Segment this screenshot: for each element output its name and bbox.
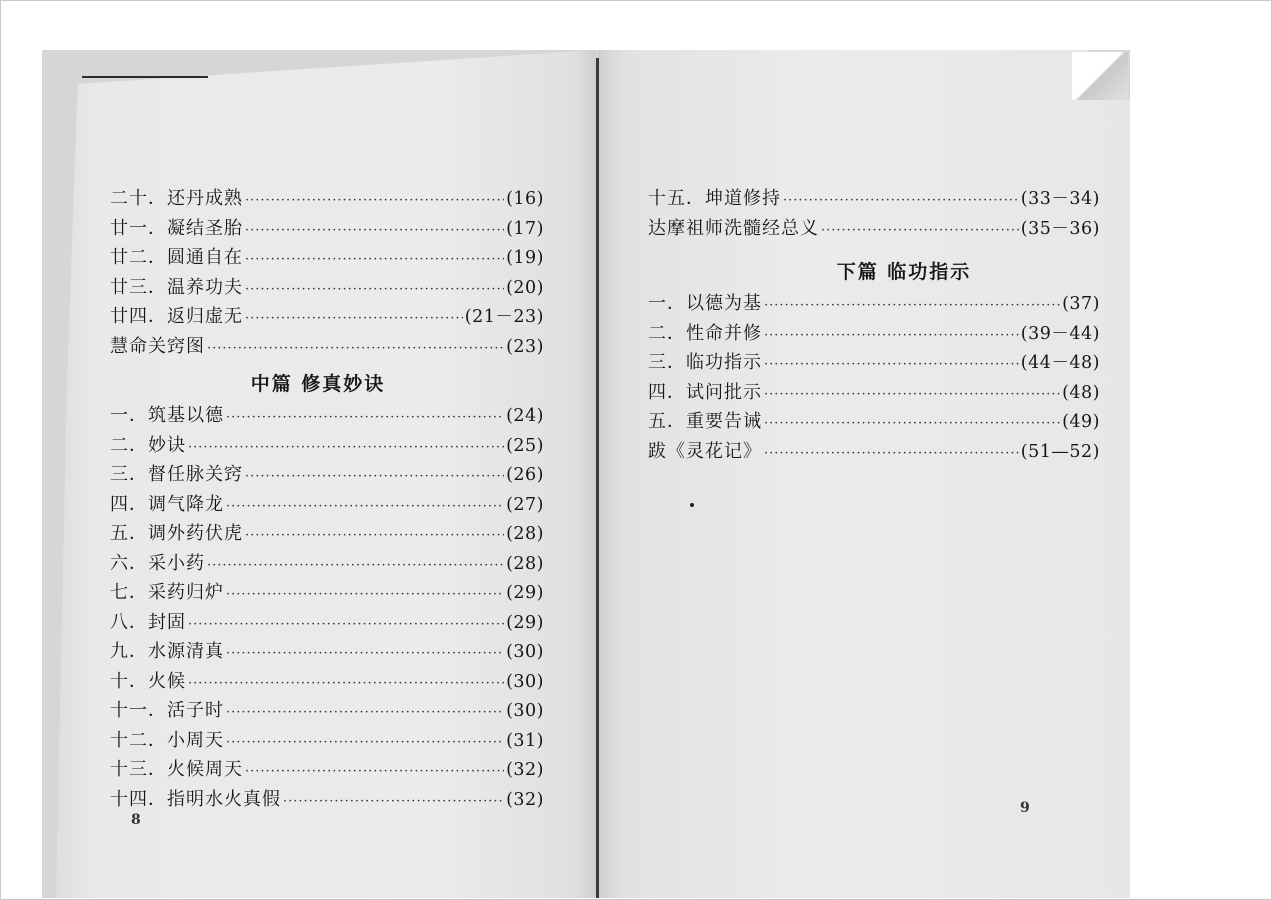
toc-entry-title: 十五．坤道修持	[648, 188, 781, 209]
dot-leader	[188, 433, 504, 463]
toc-entry	[110, 667, 544, 697]
toc-entry-page: (32)	[506, 760, 544, 780]
toc-entry-page: (49)	[1062, 412, 1100, 432]
toc-entry	[110, 431, 544, 461]
toc-entry-title: 十三．火候周天	[110, 759, 243, 780]
toc-entry-title: 廿四．返归虚无	[110, 306, 243, 327]
header-rule	[82, 76, 208, 78]
dot-leader	[207, 334, 504, 364]
toc-entry-page: (24)	[506, 406, 544, 426]
dot-leader	[188, 610, 504, 640]
dot-leader	[764, 350, 1019, 380]
book-spine	[596, 58, 599, 898]
toc-entry-title: 十．火候	[110, 670, 186, 692]
toc-entry-title: 四．调气降龙	[110, 493, 224, 515]
toc-entry-title: 廿一．凝结圣胎	[110, 217, 243, 239]
toc-entry	[110, 490, 544, 520]
toc-entry-title: 六．采小药	[110, 552, 205, 574]
toc-entry-page: (33－34)	[1020, 189, 1100, 209]
page-number-left: 8	[131, 812, 141, 828]
toc-entry	[110, 549, 544, 579]
toc-entry	[648, 348, 1100, 378]
dot-leader	[783, 186, 1019, 216]
dot-leader	[821, 216, 1019, 246]
toc-entry-title: 二．性命并修	[648, 322, 762, 344]
toc-entry-title: 四．试问批示	[648, 381, 762, 403]
toc-entry	[110, 608, 544, 638]
toc-entry-page: (25)	[506, 435, 544, 456]
ink-speck	[690, 503, 694, 507]
toc-entry-title: 廿二．圆通自在	[110, 247, 243, 268]
dot-leader	[245, 757, 504, 787]
toc-entry-title: 一．以德为基	[648, 293, 762, 314]
toc-entry	[648, 289, 1100, 319]
dot-leader	[764, 409, 1060, 439]
toc-entry	[648, 319, 1100, 349]
toc-entry	[110, 184, 544, 214]
toc-entry	[648, 407, 1100, 437]
toc-entry	[648, 184, 1100, 214]
toc-entry-page: (28)	[506, 524, 544, 544]
section-heading-middle: 中篇 修真妙诀	[250, 373, 386, 395]
toc-entry	[110, 726, 544, 756]
toc-left	[110, 184, 544, 814]
toc-entry	[110, 401, 544, 431]
toc-entry-page: (30)	[506, 701, 544, 721]
toc-entry-page: (29)	[506, 612, 544, 633]
toc-entry-title: 跋《灵花记》	[648, 440, 762, 462]
toc-entry-title: 五．调外药伏虎	[110, 523, 243, 544]
toc-entry-title: 达摩祖师洗髓经总义	[648, 217, 819, 239]
toc-entry-page: (32)	[506, 789, 544, 810]
toc-entry	[110, 519, 544, 549]
toc-right-group-b	[648, 289, 1100, 466]
toc-entry-title: 七．采药归炉	[110, 582, 224, 603]
toc-entry-title: 九．水源清真	[110, 641, 224, 662]
toc-entry-page: (28)	[506, 553, 544, 574]
toc-entry-title: 五．重要告诫	[648, 411, 762, 432]
toc-entry-page: (35－36)	[1020, 218, 1100, 239]
dot-leader	[226, 492, 504, 522]
toc-entry-title: 十四．指明水火真假	[110, 788, 281, 810]
toc-entry	[110, 578, 544, 608]
toc-entry-page: (26)	[506, 465, 544, 485]
toc-entry	[110, 302, 544, 332]
dot-leader	[226, 698, 504, 728]
dot-leader	[226, 639, 504, 669]
toc-entry-page: (17)	[506, 218, 544, 239]
toc-entry-page: (16)	[506, 189, 544, 209]
page-corner-curl	[1072, 52, 1128, 100]
toc-left-group-b	[110, 401, 544, 814]
dot-leader	[245, 275, 504, 305]
toc-entry-page: (27)	[506, 494, 544, 515]
toc-entry-title: 三．临功指示	[648, 352, 762, 373]
toc-entry-page: (39－44)	[1020, 323, 1100, 344]
toc-right-group-a	[648, 184, 1100, 243]
dot-leader	[226, 728, 504, 758]
toc-entry	[110, 273, 544, 303]
dot-leader	[764, 291, 1060, 321]
dot-leader	[207, 551, 504, 581]
dot-leader	[283, 787, 504, 817]
toc-entry	[110, 696, 544, 726]
toc-entry	[648, 437, 1100, 467]
toc-entry	[110, 332, 544, 362]
right-page	[598, 50, 1130, 898]
dot-leader	[226, 403, 504, 433]
section-heading-lower: 下篇 临功指示	[836, 261, 972, 283]
dot-leader	[764, 321, 1019, 351]
toc-entry-title: 二十．还丹成熟	[110, 188, 243, 209]
dot-leader	[226, 580, 504, 610]
toc-left-group-a	[110, 184, 544, 361]
dot-leader	[764, 380, 1060, 410]
dot-leader	[764, 439, 1019, 469]
toc-entry	[110, 755, 544, 785]
toc-entry-page: (31)	[506, 730, 544, 751]
toc-entry-title: 慧命关窍图	[110, 335, 205, 357]
toc-entry-page: (19)	[506, 248, 544, 268]
toc-entry	[648, 214, 1100, 244]
toc-entry	[110, 785, 544, 815]
dot-leader	[245, 186, 504, 216]
toc-entry-page: (48)	[1062, 382, 1100, 403]
toc-entry	[648, 378, 1100, 408]
toc-entry-page: (37)	[1062, 294, 1100, 314]
page-number-right: 9	[1020, 800, 1030, 816]
toc-entry-title: 十一．活子时	[110, 700, 224, 721]
toc-entry-title: 八．封固	[110, 611, 186, 633]
toc-right	[648, 184, 1100, 466]
dot-leader	[245, 245, 504, 275]
toc-entry-page: (21－23)	[464, 307, 544, 327]
toc-entry-title: 二．妙诀	[110, 434, 186, 456]
dot-leader	[245, 304, 463, 334]
toc-entry-title: 一．筑基以德	[110, 405, 224, 426]
dot-leader	[188, 669, 504, 699]
toc-entry-page: (20)	[506, 277, 544, 298]
dot-leader	[245, 216, 504, 246]
toc-entry-page: (44－48)	[1020, 353, 1100, 373]
toc-entry	[110, 243, 544, 273]
toc-entry-page: (23)	[506, 336, 544, 357]
toc-entry	[110, 214, 544, 244]
toc-entry-page: (30)	[506, 671, 544, 692]
toc-entry-page: (51—52)	[1020, 441, 1100, 462]
toc-entry	[110, 460, 544, 490]
dot-leader	[245, 462, 504, 492]
toc-entry-title: 十二．小周天	[110, 729, 224, 751]
toc-entry	[110, 637, 544, 667]
toc-entry-page: (29)	[506, 583, 544, 603]
toc-entry-title: 廿三．温养功夫	[110, 276, 243, 298]
dot-leader	[245, 521, 504, 551]
toc-entry-page: (30)	[506, 642, 544, 662]
toc-entry-title: 三．督任脉关窍	[110, 464, 243, 485]
